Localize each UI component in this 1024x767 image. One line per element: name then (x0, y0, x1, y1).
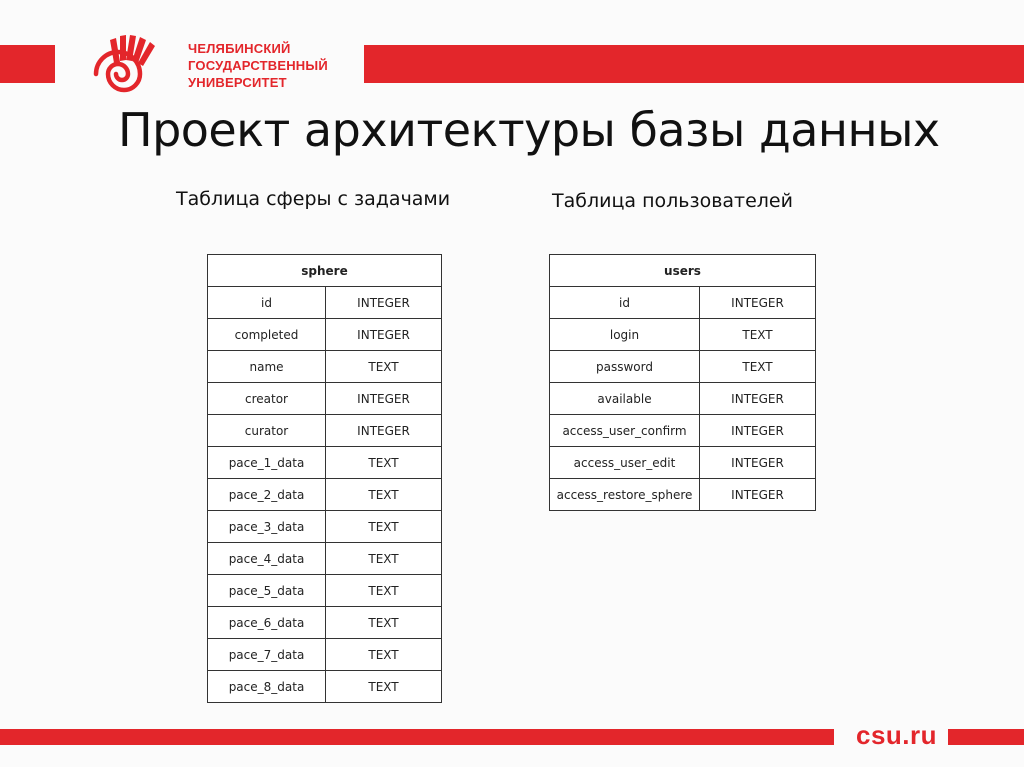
sphere-field-type: TEXT (326, 447, 442, 479)
sphere-field-type: TEXT (326, 575, 442, 607)
sphere-field-type: INTEGER (326, 415, 442, 447)
sphere-field-name: pace_6_data (208, 607, 326, 639)
sphere-field-name: curator (208, 415, 326, 447)
sphere-field-name: pace_1_data (208, 447, 326, 479)
users-field-name: available (550, 383, 700, 415)
sphere-field-type: INTEGER (326, 287, 442, 319)
sphere-field-type: TEXT (326, 479, 442, 511)
university-logo-icon (80, 32, 180, 98)
university-name-line1: ЧЕЛЯБИНСКИЙ (188, 41, 291, 56)
users-table-row (550, 383, 816, 415)
sphere-table-row (208, 511, 442, 543)
university-name-line3: УНИВЕРСИТЕТ (188, 75, 287, 90)
sphere-table-row (208, 415, 442, 447)
users-table (549, 254, 816, 511)
sphere-field-name: pace_2_data (208, 479, 326, 511)
sphere-field-name: pace_7_data (208, 639, 326, 671)
users-field-type: INTEGER (700, 287, 816, 319)
users-field-type: TEXT (700, 319, 816, 351)
sphere-field-type: TEXT (326, 543, 442, 575)
users-table-row (550, 415, 816, 447)
users-field-type: INTEGER (700, 415, 816, 447)
users-table-row (550, 351, 816, 383)
sphere-field-type: TEXT (326, 671, 442, 703)
sphere-field-type: TEXT (326, 639, 442, 671)
sphere-field-type: INTEGER (326, 383, 442, 415)
users-table-header: users (550, 255, 816, 287)
caption-sphere-table: Таблица сферы с задачами (176, 188, 451, 210)
users-field-name: password (550, 351, 700, 383)
users-table-row (550, 319, 816, 351)
sphere-table-header: sphere (208, 255, 442, 287)
slide-title: Проект архитектуры базы данных (118, 103, 940, 157)
users-table-row (550, 479, 816, 511)
sphere-table-row (208, 319, 442, 351)
footer-band-right (948, 729, 1024, 745)
users-table-row (550, 287, 816, 319)
sphere-field-name: pace_4_data (208, 543, 326, 575)
users-table-row (550, 447, 816, 479)
sphere-field-name: creator (208, 383, 326, 415)
users-field-type: INTEGER (700, 447, 816, 479)
users-field-type: INTEGER (700, 383, 816, 415)
header-band-left (0, 45, 55, 83)
sphere-field-name: pace_5_data (208, 575, 326, 607)
sphere-table-row (208, 671, 442, 703)
sphere-field-type: TEXT (326, 511, 442, 543)
sphere-table-row (208, 607, 442, 639)
users-field-name: access_restore_sphere (550, 479, 700, 511)
sphere-table-row (208, 543, 442, 575)
sphere-table (207, 254, 442, 703)
sphere-table-row (208, 287, 442, 319)
users-field-name: access_user_confirm (550, 415, 700, 447)
site-link[interactable]: csu.ru (856, 720, 938, 750)
users-field-type: TEXT (700, 351, 816, 383)
users-field-type: INTEGER (700, 479, 816, 511)
sphere-table-row (208, 351, 442, 383)
sphere-field-name: pace_8_data (208, 671, 326, 703)
users-field-name: id (550, 287, 700, 319)
sphere-table-row (208, 575, 442, 607)
sphere-field-name: completed (208, 319, 326, 351)
caption-users-table: Таблица пользователей (552, 190, 793, 212)
footer-band-left (0, 729, 834, 745)
sphere-field-name: name (208, 351, 326, 383)
sphere-field-name: id (208, 287, 326, 319)
sphere-field-name: pace_3_data (208, 511, 326, 543)
users-field-name: access_user_edit (550, 447, 700, 479)
university-name (188, 40, 328, 91)
sphere-field-type: TEXT (326, 607, 442, 639)
sphere-table-row (208, 479, 442, 511)
sphere-field-type: INTEGER (326, 319, 442, 351)
sphere-table-row (208, 383, 442, 415)
sphere-table-row (208, 639, 442, 671)
header-band-right (364, 45, 1024, 83)
sphere-table-row (208, 447, 442, 479)
university-name-line2: ГОСУДАРСТВЕННЫЙ (188, 58, 328, 73)
sphere-field-type: TEXT (326, 351, 442, 383)
users-field-name: login (550, 319, 700, 351)
